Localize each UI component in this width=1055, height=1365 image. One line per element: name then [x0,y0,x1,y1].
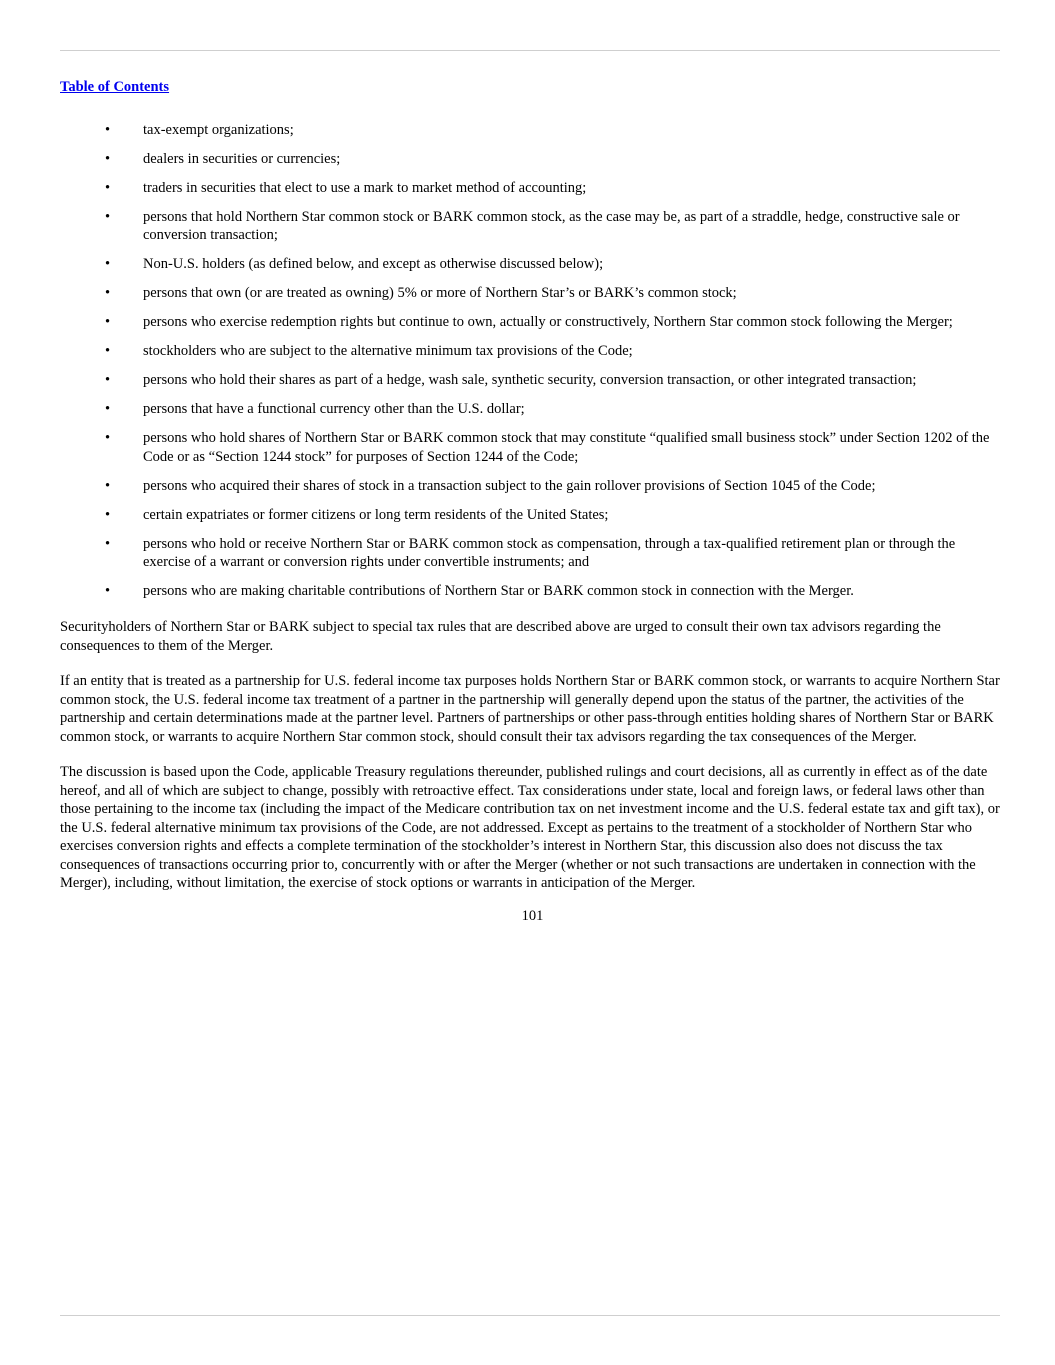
bullet-icon: • [105,285,111,301]
bullet-icon: • [105,535,111,552]
list-item [60,342,1005,361]
page-content [60,78,1005,925]
paragraph-discussion-basis: The discussion is based upon the Code, applicable Treasury regulations thereunder, published rulings and court decisions, all as currently in effect as of the date hereof, and all of which are subject to change, possibly with retroactive effect. Tax considerations under state, local and foreign laws, or federal laws other than those pertaining to the income tax (including the impact of the Medicare contribution tax on net investment income and the U.S. federal estate tax and gift tax), or the U.S. federal alternative minimum tax provisions of the Code, are not addressed. Except as pertains to the treatment of a stockholder of Northern Star who exercises conversion rights and effects a complete termination of the stockholder’s interest in Northern Star, this discussion also does not discuss the tax consequences of transactions occurring prior to, concurrently with or after the Merger (whether or not such transactions are undertaken in connection with the Merger), including, without limitation, the exercise of stock options or warrants in anticipation of the Merger. [60,764,1000,891]
list-item-text: persons who exercise redemption rights but continue to own, actually or constructively, Northern Star common stock following the Merger; [143,314,953,330]
list-item [60,429,1005,466]
list-item [60,477,1005,496]
top-divider [60,50,1000,51]
list-item [60,208,1005,245]
paragraph-partnership: If an entity that is treated as a partnership for U.S. federal income tax purposes holds Northern Star or BARK common stock, or warrants to acquire Northern Star common stock, the U.S. federal income tax treatment of a partner in the partnership will generally depend upon the status of the partner, the activities of the partnership and certain determinations made at the partner level. Partners of partnerships or other pass-through entities holding shares of Northern Star or BARK common stock, or warrants to acquire Northern Star common stock, should consult their tax advisors regarding the tax consequences of the Merger. [60,673,1000,745]
bullet-icon: • [105,506,111,523]
list-item [60,535,1005,572]
paragraph-securityholders: Securityholders of Northern Star or BARK subject to special tax rules that are described above are urged to consult their own tax advisors regarding the consequences to them of the Merger. [60,619,941,654]
exclusion-list [60,121,1005,601]
list-item-text: persons who are making charitable contributions of Northern Star or BARK common stock in connection with the Merger. [143,583,854,599]
list-item-text: persons who hold shares of Northern Star or BARK common stock that may constitute “qualified small business stock” under Section 1202 of the Code or as “Section 1244 stock” for purposes of Section 1244 of the Code; [143,430,990,465]
bullet-icon: • [105,121,111,138]
bullet-icon: • [105,150,111,167]
bottom-divider [60,1315,1000,1316]
list-item [60,179,1005,198]
bullet-icon: • [105,477,111,494]
page-number: 101 [521,907,544,924]
list-item [60,313,1005,332]
list-item-text: certain expatriates or former citizens or long term residents of the United States; [143,506,609,523]
list-item [60,121,1005,140]
bullet-icon: • [105,314,111,330]
list-item-text: dealers in securities or currencies; [143,150,341,167]
list-item-text: tax-exempt organizations; [143,121,294,138]
list-item [60,255,1005,274]
list-item [60,371,1005,390]
list-item-text: persons that have a functional currency other than the U.S. dollar; [143,401,525,417]
bullet-icon: • [105,401,111,417]
list-item [60,582,1005,601]
table-of-contents-link[interactable]: Table of Contents [60,79,170,95]
list-item [60,284,1005,303]
list-item-text: persons that hold Northern Star common stock or BARK common stock, as the case may be, as part of a straddle, hedge, constructive sale or conversion transaction; [143,208,960,243]
list-item-text: persons that own (or are treated as owning) 5% or more of Northern Star’s or BARK’s common stock; [143,285,737,301]
list-item-text: Non-U.S. holders (as defined below, and except as otherwise discussed below); [143,256,604,272]
list-item [60,150,1005,169]
bullet-icon: • [105,583,111,599]
bullet-icon: • [105,256,111,272]
list-item-text: persons who acquired their shares of stock in a transaction subject to the gain rollover provisions of Section 1045 of the Code; [143,477,876,494]
list-item-text: stockholders who are subject to the alternative minimum tax provisions of the Code; [143,343,633,359]
bullet-icon: • [105,343,111,359]
list-item-text: traders in securities that elect to use a mark to market method of accounting; [143,179,587,196]
bullet-icon: • [105,208,111,225]
bullet-icon: • [105,372,111,388]
list-item-text: persons who hold their shares as part of a hedge, wash sale, synthetic security, conversion transaction, or other integrated transaction; [143,372,917,388]
bullet-icon: • [105,430,111,446]
bullet-icon: • [105,179,111,196]
list-item-text: persons who hold or receive Northern Star or BARK common stock as compensation, through a tax-qualified retirement plan or through the exercise of a warrant or conversion rights under convertible instruments; and [143,535,956,570]
list-item [60,400,1005,419]
list-item [60,506,1005,525]
